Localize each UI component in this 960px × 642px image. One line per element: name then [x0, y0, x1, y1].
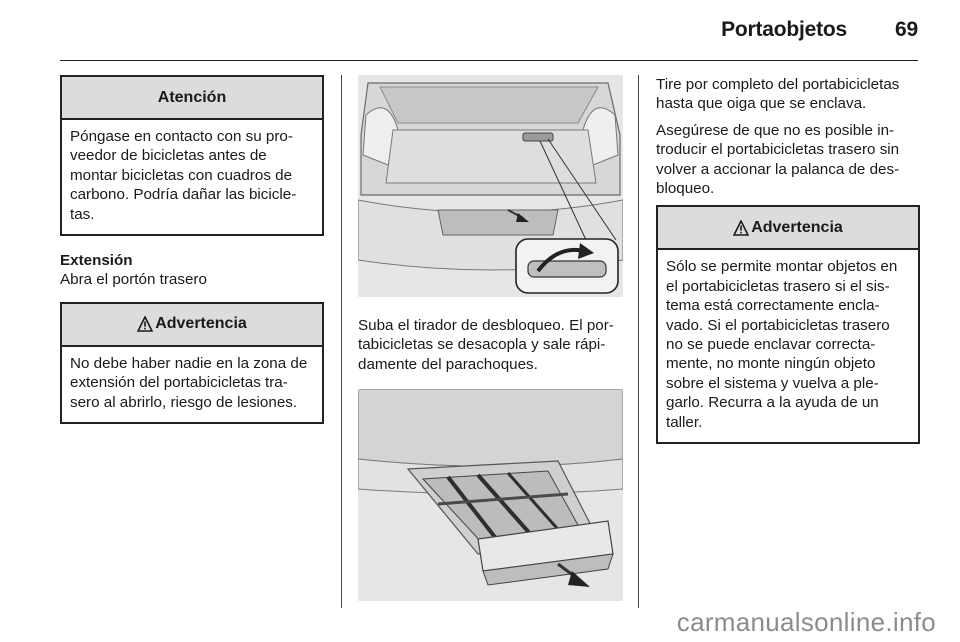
column-3 — [656, 75, 920, 444]
paragraph-2: Asegúrese de que no es posible in-troducir el portabicicletas trasero sin volver a accionar la palanca de des-bloqueo. — [656, 121, 900, 198]
warning-box-2-header — [658, 207, 918, 250]
warning-box-1 — [60, 302, 324, 424]
column-2 — [358, 75, 623, 601]
attention-box — [60, 75, 324, 236]
paragraph-1: Tire por completo del portabicicletas hasta que oiga que se enclava. — [656, 76, 900, 113]
step-text: Abra el portón trasero — [60, 271, 207, 289]
warning-triangle-icon — [137, 316, 153, 332]
figure-carrier-extended — [358, 389, 623, 601]
attention-box-title: Atención — [62, 77, 322, 120]
figure-release-handle — [358, 75, 623, 297]
watermark: carmanualsonline.info — [676, 607, 936, 637]
attention-box-body: Póngase en contacto con su pro-veedor de bicicletas antes de montar bicicletas con cuadros de carbono. Podría dañar las bicicle-tas. — [70, 128, 297, 223]
warning-box-1-title: Advertencia — [155, 315, 247, 333]
warning-box-2 — [656, 205, 920, 444]
figure-1-caption: Suba el tirador de desbloqueo. El por-tabicicletas se desacopla y sale rápi-damente del parachoques. — [358, 317, 614, 373]
column-divider-2 — [638, 75, 639, 608]
page-title: Portaobjetos — [721, 18, 848, 41]
warning-box-1-header — [62, 304, 322, 347]
warning-box-1-body: No debe haber nadie en la zona de extensión del portabicicletas tra-sero al abrirlo, riesgo de lesiones. — [70, 354, 308, 411]
column-1 — [60, 75, 324, 424]
page-number: 69 — [895, 18, 918, 41]
carrier-illustration — [358, 389, 623, 601]
warning-triangle-icon — [733, 220, 749, 236]
warning-box-2-body: Sólo se permite montar objetos en el portabicicletas trasero si el sis-tema está correctamente encla-vado. Si el portabicicletas trasero no se puede enclavar correcta-mente, no monte ningún objeto sobre el sistema y vuelva a ple-garlo. Recurra a la ayuda de un taller. — [666, 258, 898, 431]
tailgate-illustration — [358, 75, 623, 297]
page-header — [721, 18, 918, 42]
warning-box-2-title: Advertencia — [751, 218, 843, 236]
section-heading: Extensión — [60, 252, 133, 270]
header-rule — [60, 60, 918, 61]
column-divider-1 — [341, 75, 342, 608]
